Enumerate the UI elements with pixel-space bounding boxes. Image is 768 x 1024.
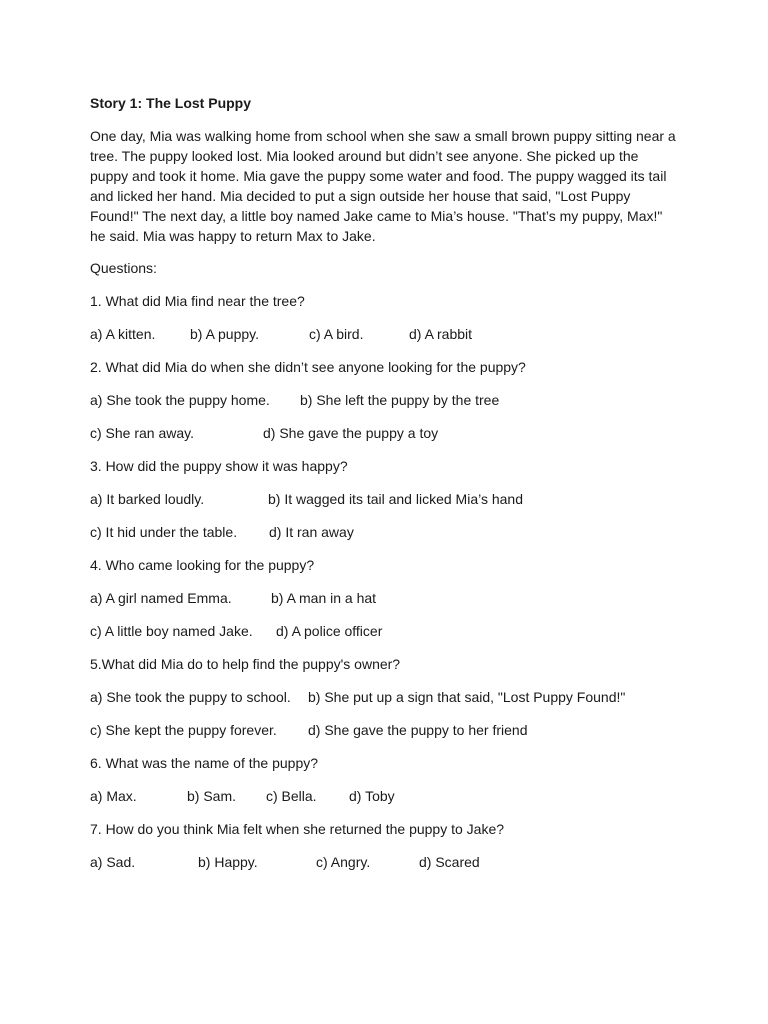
answer-options-row bbox=[90, 786, 680, 806]
answer-option: c) It hid under the table. bbox=[90, 524, 238, 540]
answer-option: c) Bella. bbox=[266, 788, 317, 804]
questions-label: Questions: bbox=[90, 260, 157, 276]
answer-option: b) Sam. bbox=[187, 788, 237, 804]
question-text: 5.What did Mia do to help find the puppy's owner? bbox=[90, 656, 401, 672]
answer-options-row bbox=[90, 489, 680, 509]
answer-options-row bbox=[90, 687, 680, 707]
answer-option: d) Toby bbox=[349, 788, 395, 804]
answer-option: b) A man in a hat bbox=[271, 590, 377, 606]
answer-option: b) Happy. bbox=[198, 854, 258, 870]
question-text: 7. How do you think Mia felt when she returned the puppy to Jake? bbox=[90, 821, 505, 837]
answer-option: a) Max. bbox=[90, 788, 137, 804]
answer-option: d) Scared bbox=[419, 854, 480, 870]
answer-options-row bbox=[90, 522, 680, 542]
answer-option: d) It ran away bbox=[269, 524, 354, 540]
answer-options-row bbox=[90, 621, 680, 641]
answer-option: a) A girl named Emma. bbox=[90, 590, 232, 606]
answer-options-row bbox=[90, 423, 680, 443]
question-text: 3. How did the puppy show it was happy? bbox=[90, 458, 348, 474]
answer-option: c) She kept the puppy forever. bbox=[90, 722, 277, 738]
answer-option: a) A kitten. bbox=[90, 326, 156, 342]
answer-option: c) A little boy named Jake. bbox=[90, 623, 253, 639]
answer-option: d) She gave the puppy to her friend bbox=[308, 722, 528, 738]
question-text: 4. Who came looking for the puppy? bbox=[90, 557, 315, 573]
story-paragraph: One day, Mia was walking home from school when she saw a small brown puppy sitting near a tree. The puppy looked lost. Mia looked around but didn’t see anyone. She picked up the puppy and took it home. Mia gave the puppy some water and food. The puppy wagged its tail and licked her hand. Mia decided to put a sign outside her house that said, "Lost Puppy Found!" The next day, a little boy named Jake came to Mia’s house. "That’s my puppy, Max!" he said. Mia was happy to return Max to Jake. bbox=[90, 128, 676, 244]
answer-option: a) It barked loudly. bbox=[90, 491, 205, 507]
story-title: Story 1: The Lost Puppy bbox=[90, 95, 252, 111]
answer-option: b) A puppy. bbox=[190, 326, 260, 342]
answer-options-row bbox=[90, 720, 680, 740]
answer-option: b) She left the puppy by the tree bbox=[300, 392, 500, 408]
answer-option: d) A rabbit bbox=[409, 326, 473, 342]
answer-options-row bbox=[90, 324, 680, 344]
question-text: 2. What did Mia do when she didn’t see anyone looking for the puppy? bbox=[90, 359, 526, 375]
answer-option: c) Angry. bbox=[316, 854, 371, 870]
answer-option: c) A bird. bbox=[309, 326, 364, 342]
answer-option: b) She put up a sign that said, "Lost Puppy Found!" bbox=[308, 689, 626, 705]
answer-option: a) Sad. bbox=[90, 854, 136, 870]
answer-option: a) She took the puppy to school. bbox=[90, 689, 291, 705]
answer-option: a) She took the puppy home. bbox=[90, 392, 270, 408]
answer-option: b) It wagged its tail and licked Mia’s hand bbox=[268, 491, 523, 507]
worksheet-page bbox=[90, 94, 680, 872]
answer-options-row bbox=[90, 588, 680, 608]
answer-options-row bbox=[90, 390, 680, 410]
question-text: 1. What did Mia find near the tree? bbox=[90, 293, 305, 309]
question-text: 6. What was the name of the puppy? bbox=[90, 755, 319, 771]
answer-option: d) A police officer bbox=[276, 623, 383, 639]
answer-options-row bbox=[90, 852, 680, 872]
answer-option: c) She ran away. bbox=[90, 425, 195, 441]
answer-option: d) She gave the puppy a toy bbox=[263, 425, 439, 441]
